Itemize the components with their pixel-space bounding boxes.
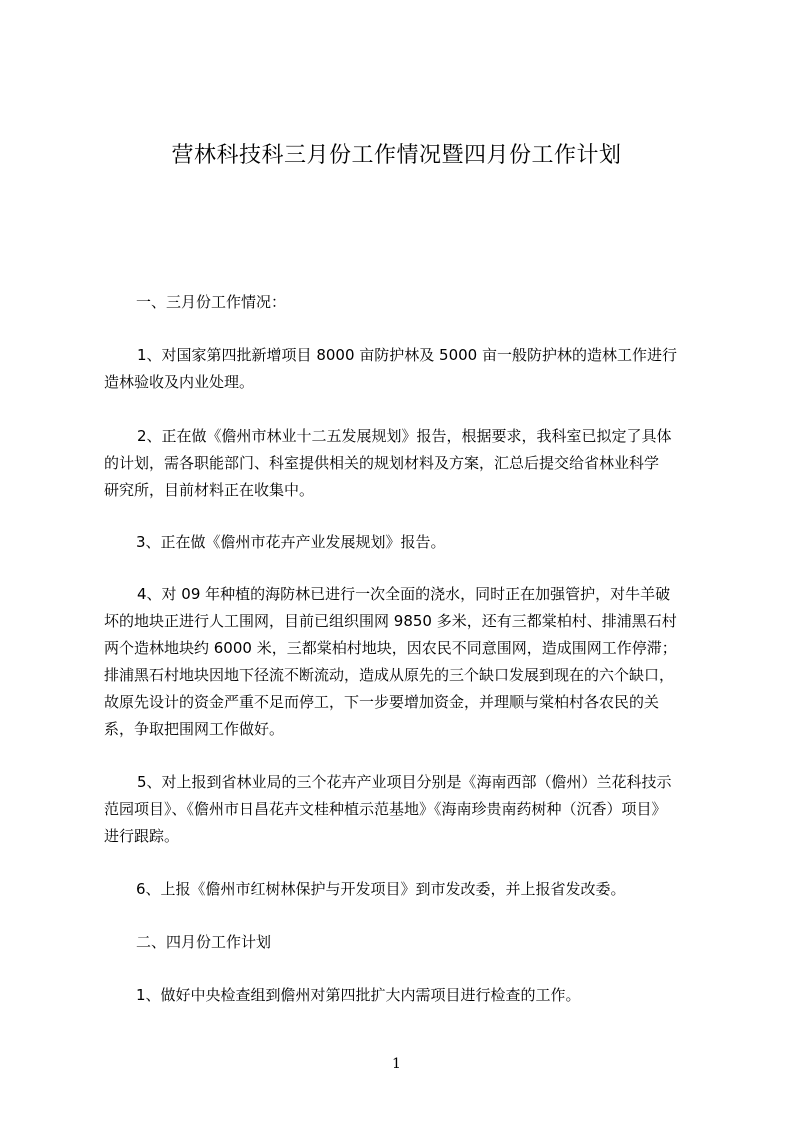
section-heading-april: 二、四月份工作计划 (136, 933, 272, 951)
paragraph-line: 排浦黑石村地块因地下径流不断流动，造成从原先的三个缺口发展到现在的六个缺口， (104, 666, 675, 684)
document-title: 营林科技科三月份工作情况暨四月份工作计划 (171, 143, 622, 168)
paragraph-line: 1、对国家第四批新增项目 8000 亩防护林及 5000 亩一般防护林的造林工作进行 (137, 346, 677, 364)
paragraph-line: 1、做好中央检查组到儋州对第四批扩大内需项目进行检查的工作。 (136, 986, 581, 1004)
paragraph-line: 坏的地块正进行人工围网，目前已组织围网 9850 多米，还有三都棠柏村、排浦黑石村 (104, 612, 677, 630)
paragraph-line: 6、上报《儋州市红树林保护与开发项目》到市发改委，并上报省发改委。 (136, 880, 626, 898)
paragraph-line: 研究所，目前材料正在收集中。 (104, 481, 315, 499)
paragraph-line: 4、对 09 年种植的海防林已进行一次全面的浇水，同时正在加强管护，对牛羊破 (137, 585, 671, 603)
paragraph-line: 系，争取把围网工作做好。 (104, 720, 285, 738)
paragraph-line: 2、正在做《儋州市林业十二五发展规划》报告，根据要求，我科室已拟定了具体 (137, 427, 672, 445)
page-number: 1 (392, 1056, 401, 1072)
paragraph-line: 进行跟踪。 (104, 827, 180, 845)
section-heading-march: 一、三月份工作情况： (136, 293, 287, 311)
paragraph-line: 故原先设计的资金严重不足而停工，下一步要增加资金，并理顺与棠柏村各农民的关 (104, 693, 660, 711)
paragraph-line: 范园项目》、《儋州市日昌花卉文桂种植示范基地》《海南珍贵南药树种（沉香）项目》 (104, 800, 667, 818)
paragraph-line: 的计划，需各职能部门、科室提供相关的规划材料及方案，汇总后提交给省林业科学 (104, 454, 660, 472)
paragraph-line: 5、对上报到省林业局的三个花卉产业项目分别是《海南西部（儋州）兰花科技示 (137, 773, 672, 791)
paragraph-line: 造林验收及内业处理。 (104, 373, 255, 391)
paragraph-line: 两个造林地块约 6000 米，三都棠柏村地块，因农民不同意围网，造成围网工作停滞； (104, 639, 677, 657)
paragraph-line: 3、正在做《儋州市花卉产业发展规划》报告。 (136, 533, 446, 551)
